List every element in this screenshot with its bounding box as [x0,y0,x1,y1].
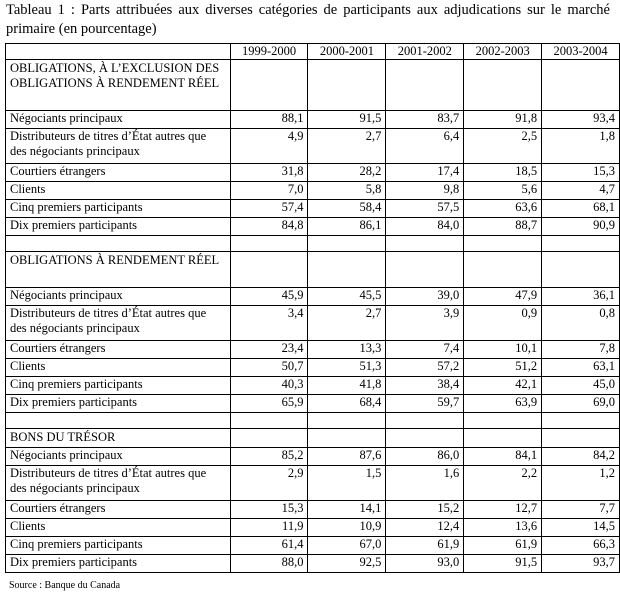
value-cell: 45,5 [308,288,386,306]
value-cell: 61,4 [230,537,308,555]
value-cell: 28,2 [308,164,386,182]
column-header: 2002-2003 [464,44,542,60]
table-row [6,341,620,359]
header-row [6,44,620,60]
table-caption: Tableau 1 : Parts attribuées aux diverses catégories de participants aux adjudications sur le marché primaire (en pourcentage) [6,2,610,37]
value-cell: 41,8 [308,377,386,395]
value-cell: 50,7 [230,359,308,377]
value-cell: 7,8 [542,341,620,359]
value-cell: 51,3 [308,359,386,377]
value-cell: 7,4 [386,341,464,359]
empty-cell [230,429,308,448]
column-header: 2001-2002 [386,44,464,60]
empty-cell [230,236,308,252]
row-label: Cinq premiers participants [6,377,231,395]
value-cell: 66,3 [542,537,620,555]
value-cell: 7,7 [542,501,620,519]
row-label: Cinq premiers participants [6,537,231,555]
column-header: 2000-2001 [308,44,386,60]
table-row [6,218,620,236]
value-cell: 57,4 [230,200,308,218]
table-row [6,377,620,395]
value-cell: 23,4 [230,341,308,359]
empty-cell [386,60,464,111]
value-cell: 14,5 [542,519,620,537]
value-cell: 45,9 [230,288,308,306]
empty-cell [386,413,464,429]
value-cell: 2,5 [464,129,542,164]
empty-cell [386,252,464,288]
value-cell: 85,2 [230,448,308,466]
value-cell: 58,4 [308,200,386,218]
table-row [6,288,620,306]
value-cell: 4,7 [542,182,620,200]
value-cell: 0,8 [542,306,620,341]
table-row [6,501,620,519]
section-title: OBLIGATIONS À RENDEMENT RÉEL [6,252,231,288]
column-header: 2003-2004 [542,44,620,60]
value-cell: 92,5 [308,555,386,573]
value-cell: 39,0 [386,288,464,306]
empty-cell [386,236,464,252]
value-cell: 93,4 [542,111,620,129]
value-cell: 84,1 [464,448,542,466]
empty-cell [464,252,542,288]
row-label: Clients [6,519,231,537]
value-cell: 18,5 [464,164,542,182]
value-cell: 13,3 [308,341,386,359]
value-cell: 91,5 [308,111,386,129]
value-cell: 1,2 [542,466,620,501]
empty-cell [464,60,542,111]
value-cell: 86,0 [386,448,464,466]
section-title: BONS DU TRÉSOR [6,429,231,448]
empty-cell [542,236,620,252]
value-cell: 1,6 [386,466,464,501]
spacer-row [6,413,620,429]
value-cell: 31,8 [230,164,308,182]
value-cell: 15,3 [542,164,620,182]
value-cell: 51,2 [464,359,542,377]
empty-cell [308,252,386,288]
table-row [6,182,620,200]
row-label: Courtiers étrangers [6,164,231,182]
value-cell: 90,9 [542,218,620,236]
value-cell: 11,9 [230,519,308,537]
value-cell: 13,6 [464,519,542,537]
value-cell: 42,1 [464,377,542,395]
value-cell: 61,9 [386,537,464,555]
row-label: Négociants principaux [6,111,231,129]
value-cell: 67,0 [308,537,386,555]
value-cell: 65,9 [230,395,308,413]
value-cell: 2,7 [308,306,386,341]
empty-cell [542,252,620,288]
table-row [6,111,620,129]
value-cell: 87,6 [308,448,386,466]
row-label: Négociants principaux [6,448,231,466]
row-label: Dix premiers participants [6,395,231,413]
value-cell: 61,9 [464,537,542,555]
value-cell: 84,0 [386,218,464,236]
value-cell: 88,1 [230,111,308,129]
value-cell: 68,1 [542,200,620,218]
value-cell: 5,8 [308,182,386,200]
value-cell: 12,4 [386,519,464,537]
table-row [6,359,620,377]
value-cell: 45,0 [542,377,620,395]
value-cell: 2,7 [308,129,386,164]
value-cell: 0,9 [464,306,542,341]
row-label: Distributeurs de titres d’État autres que des négociants principaux [6,466,231,501]
empty-cell [386,429,464,448]
row-label: Courtiers étrangers [6,341,231,359]
table-row [6,537,620,555]
empty-cell [6,236,231,252]
empty-cell [308,236,386,252]
row-label: Distributeurs de titres d’État autres que des négociants principaux [6,129,231,164]
empty-cell [230,252,308,288]
value-cell: 1,8 [542,129,620,164]
value-cell: 84,2 [542,448,620,466]
empty-cell [464,236,542,252]
column-header: 1999-2000 [230,44,308,60]
value-cell: 2,9 [230,466,308,501]
empty-cell [308,429,386,448]
empty-cell [230,60,308,111]
value-cell: 5,6 [464,182,542,200]
row-label: Dix premiers participants [6,555,231,573]
value-cell: 86,1 [308,218,386,236]
value-cell: 15,3 [230,501,308,519]
table-row [6,129,620,164]
table-row [6,306,620,341]
empty-cell [542,413,620,429]
value-cell: 14,1 [308,501,386,519]
value-cell: 63,9 [464,395,542,413]
row-label: Négociants principaux [6,288,231,306]
value-cell: 15,2 [386,501,464,519]
value-cell: 88,7 [464,218,542,236]
row-label: Clients [6,359,231,377]
value-cell: 63,6 [464,200,542,218]
table-row [6,448,620,466]
empty-cell [6,413,231,429]
value-cell: 93,0 [386,555,464,573]
value-cell: 84,8 [230,218,308,236]
value-cell: 59,7 [386,395,464,413]
value-cell: 38,4 [386,377,464,395]
table-row [6,555,620,573]
section-title-row [6,429,620,448]
value-cell: 47,9 [464,288,542,306]
auction-shares-table [5,43,620,573]
value-cell: 10,1 [464,341,542,359]
value-cell: 3,9 [386,306,464,341]
value-cell: 63,1 [542,359,620,377]
empty-cell [308,413,386,429]
value-cell: 1,5 [308,466,386,501]
value-cell: 83,7 [386,111,464,129]
empty-cell [542,60,620,111]
value-cell: 69,0 [542,395,620,413]
value-cell: 9,8 [386,182,464,200]
value-cell: 7,0 [230,182,308,200]
value-cell: 36,1 [542,288,620,306]
section-title-row [6,252,620,288]
value-cell: 57,5 [386,200,464,218]
value-cell: 3,4 [230,306,308,341]
table-row [6,200,620,218]
table-row [6,519,620,537]
value-cell: 12,7 [464,501,542,519]
value-cell: 93,7 [542,555,620,573]
row-label: Distributeurs de titres d’État autres que des négociants principaux [6,306,231,341]
value-cell: 88,0 [230,555,308,573]
table-row [6,395,620,413]
spacer-row [6,236,620,252]
value-cell: 57,2 [386,359,464,377]
source-note: Source : Banque du Canada [9,580,121,591]
value-cell: 91,8 [464,111,542,129]
header-blank-cell [6,44,231,60]
row-label: Courtiers étrangers [6,501,231,519]
empty-cell [308,60,386,111]
row-label: Clients [6,182,231,200]
value-cell: 10,9 [308,519,386,537]
value-cell: 91,5 [464,555,542,573]
value-cell: 2,2 [464,466,542,501]
row-label: Dix premiers participants [6,218,231,236]
row-label: Cinq premiers participants [6,200,231,218]
value-cell: 4,9 [230,129,308,164]
section-title: OBLIGATIONS, À L’EXCLUSION DES OBLIGATIONS À RENDEMENT RÉEL [6,60,231,111]
table-row [6,466,620,501]
empty-cell [464,413,542,429]
value-cell: 17,4 [386,164,464,182]
empty-cell [230,413,308,429]
empty-cell [464,429,542,448]
empty-cell [542,429,620,448]
section-title-row [6,60,620,111]
value-cell: 68,4 [308,395,386,413]
table-row [6,164,620,182]
value-cell: 40,3 [230,377,308,395]
value-cell: 6,4 [386,129,464,164]
